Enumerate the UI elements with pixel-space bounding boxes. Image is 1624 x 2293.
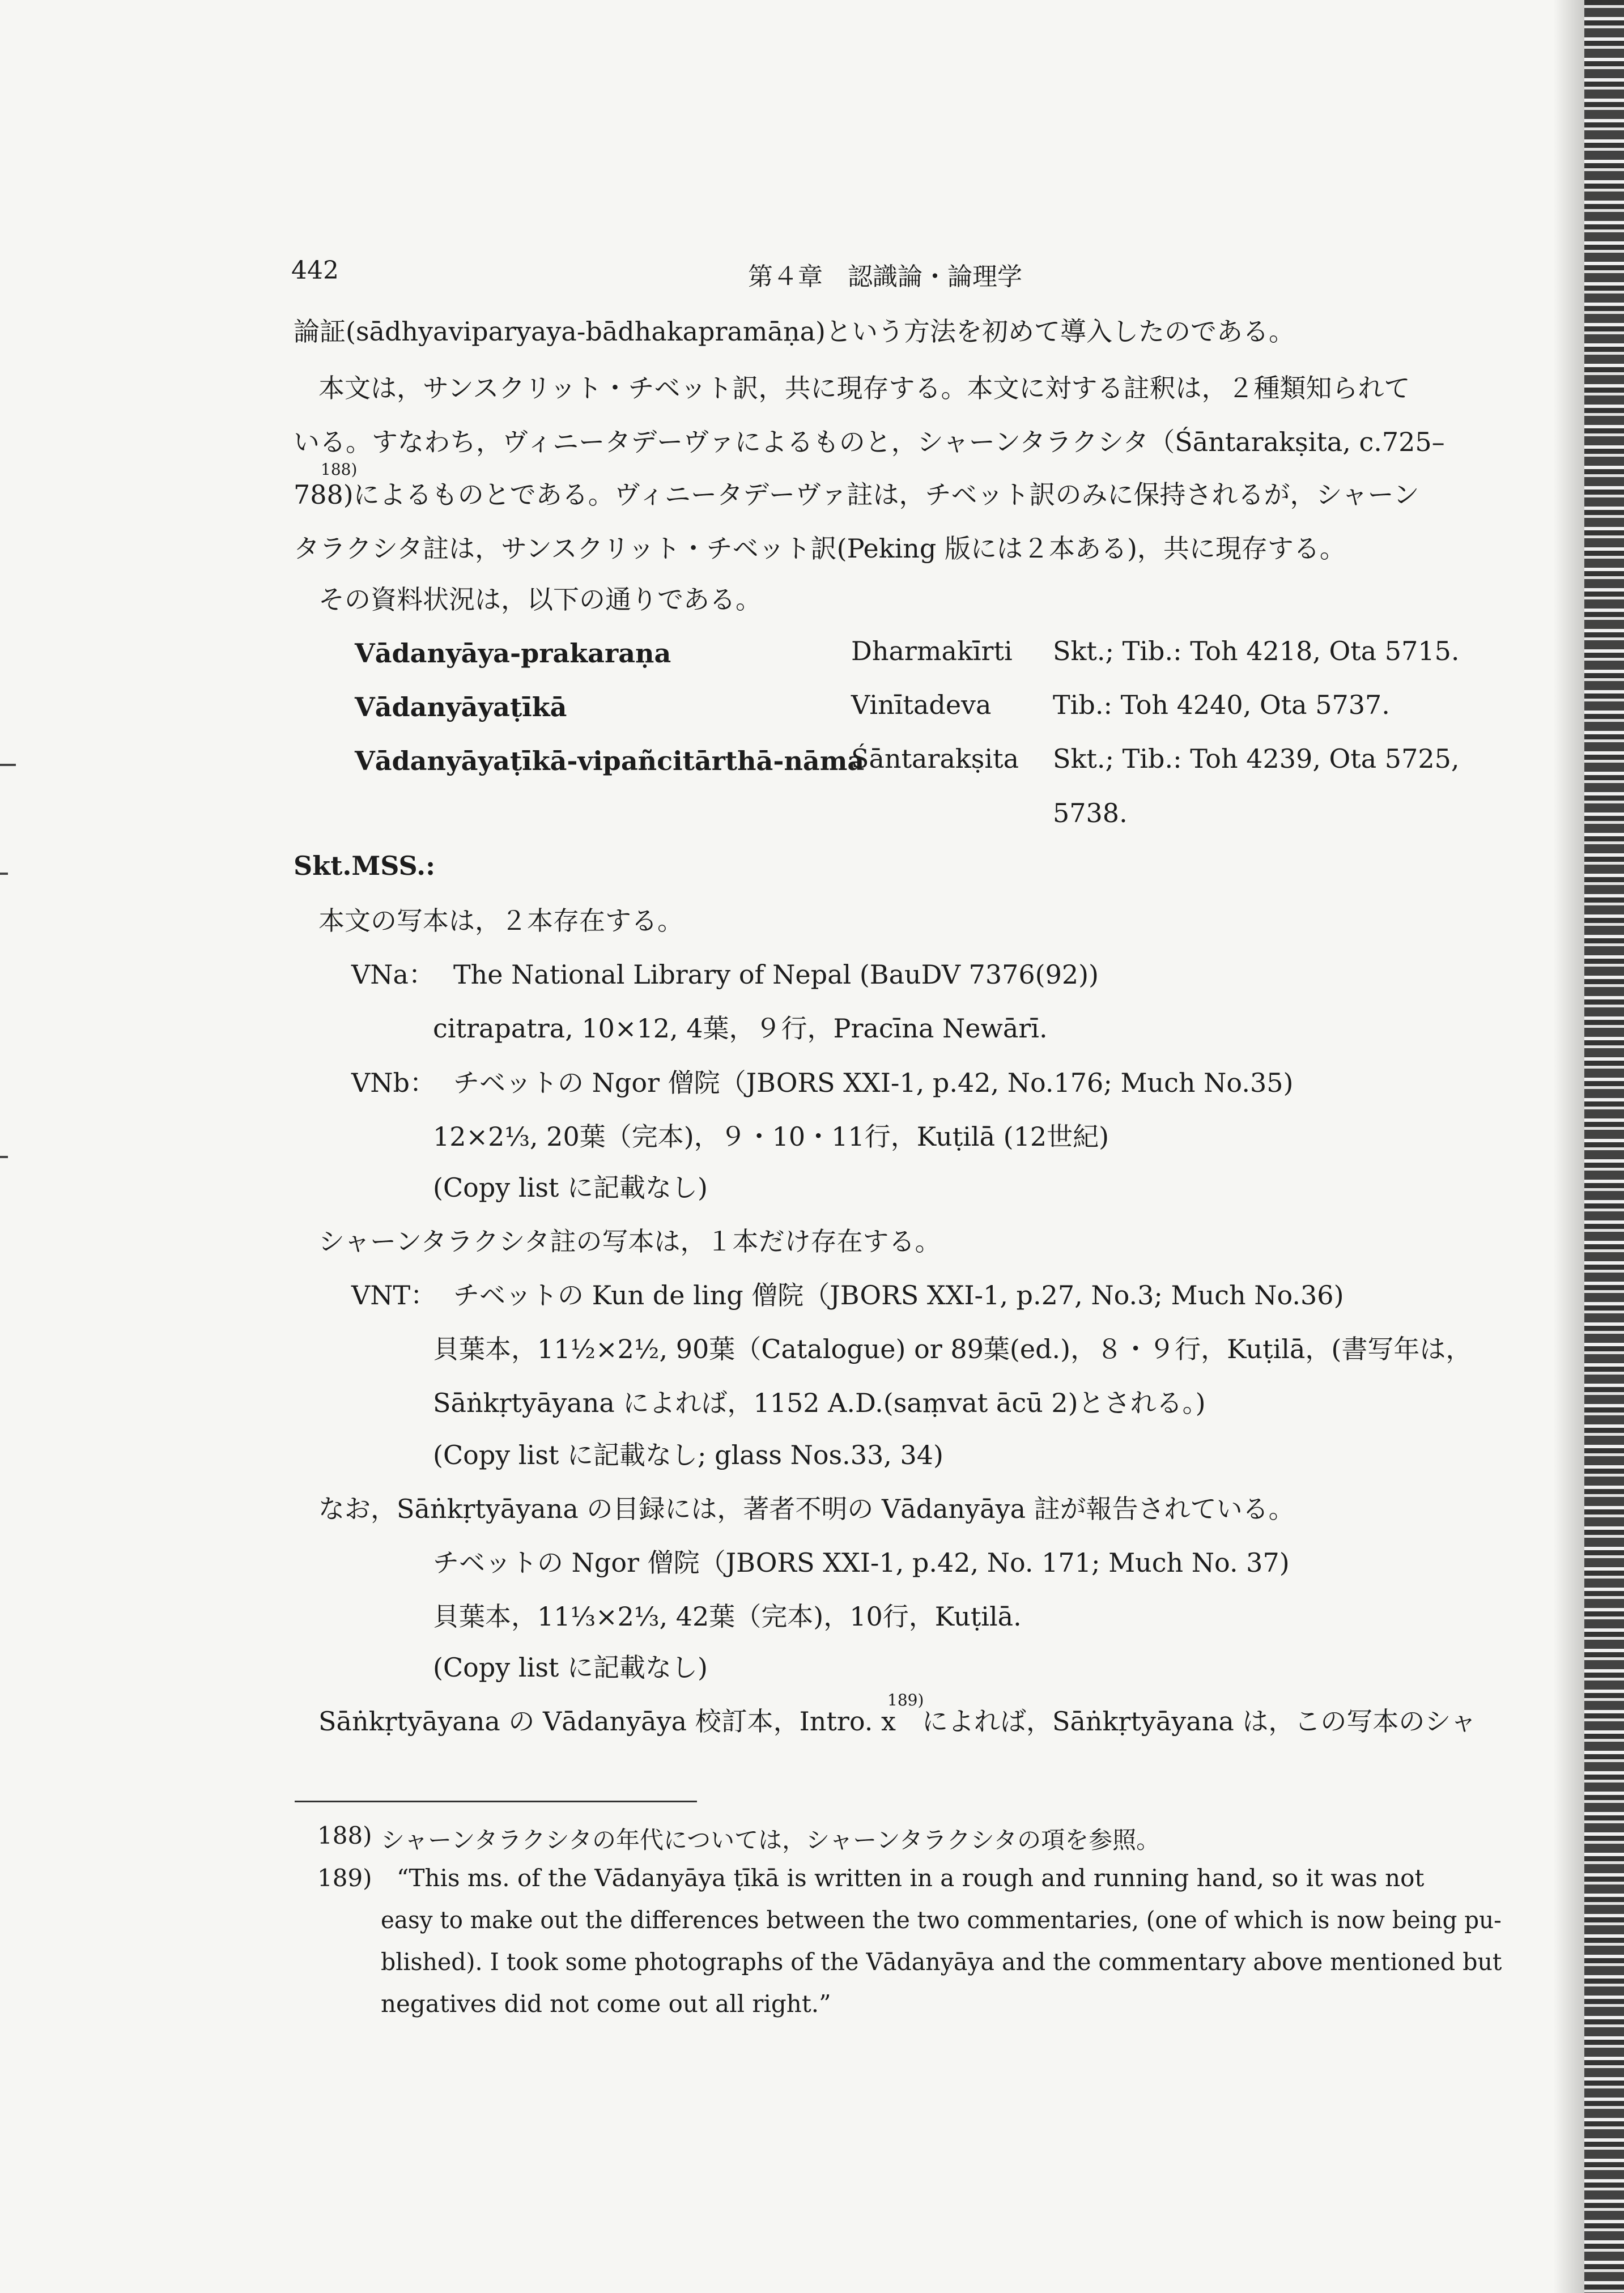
section-heading: Skt.MSS.:	[294, 850, 436, 881]
text-line: シャーンタラクシタ註の写本は，１本だけ存在する。	[318, 1226, 941, 1257]
ms-description: 貝葉本，11½×2½, 90葉（Catalogue) or 89葉(ed.)，８・９行，Kuṭilā，(書写年は，	[433, 1334, 1472, 1364]
ms-description: (Copy list に記載なし)	[433, 1652, 708, 1683]
source-author: Vinītadeva	[851, 690, 992, 720]
ms-description: 12×2⅓, 20葉（完本)，９・10・11行，Kuṭilā (12世紀)	[433, 1121, 1109, 1152]
ms-description: citrapatra, 10×12, 4葉，９行，Pracīna Newārī.	[433, 1013, 1048, 1044]
footnote-text: negatives did not come out all right.”	[381, 1990, 831, 2018]
ms-siglum: VNT：	[351, 1280, 437, 1311]
text-line: Sāṅkṛtyāyana の Vādanyāya 校訂本，Intro. x によれば，Sāṅkṛtyāyana は，この写本のシャ	[318, 1706, 1477, 1737]
footnote-rule	[295, 1801, 697, 1802]
margin-mark	[0, 764, 16, 766]
source-title: Vādanyāyaṭīkā-vipañcitārthā-nāma	[355, 746, 865, 776]
source-refs-continued: 5738.	[1053, 798, 1128, 828]
footnote-number: 188)	[317, 1822, 372, 1849]
paragraph-line: 論証(sādhyaviparyaya-bādhakapramāṇa)という方法を初めて導入したのである。	[294, 316, 1295, 347]
footnote-text: “This ms. of the Vādanyāya ṭīkā is written in a rough and running hand, so it was not	[397, 1864, 1425, 1892]
paragraph-line: その資料状況は，以下の通りである。	[318, 584, 762, 615]
margin-mark	[0, 1156, 8, 1158]
footnote-ref: 189)	[887, 1691, 924, 1709]
ms-description: チベットの Kun de ling 僧院（JBORS XXI-1, p.27, No.3; Much No.36)	[453, 1280, 1344, 1311]
ms-description: The National Library of Nepal (BauDV 7376(92))	[453, 959, 1099, 990]
ms-description: (Copy list に記載なし)	[433, 1172, 708, 1203]
footnote-number: 189)	[317, 1864, 372, 1892]
paragraph-line: 788)によるものとである。ヴィニータデーヴァ註は，チベット訳のみに保持されるが，シャーン	[294, 479, 1419, 510]
page-edge-shadow	[1553, 0, 1584, 2293]
text-line: 本文の写本は，２本存在する。	[318, 905, 683, 936]
footnote-text: easy to make out the differences between the two commentaries, (one of which is now being pu-	[381, 1906, 1502, 1934]
ms-siglum: VNb：	[351, 1067, 436, 1098]
footnote-ref: 188)	[321, 460, 358, 479]
margin-mark	[0, 873, 8, 875]
source-refs: Skt.; Tib.: Toh 4239, Ota 5725,	[1053, 743, 1460, 774]
ms-description: (Copy list に記載なし; glass Nos.33, 34)	[433, 1440, 943, 1470]
paragraph-line: いる。すなわち，ヴィニータデーヴァによるものと，シャーンタラクシタ（Śāntarakṣita, c.725–	[294, 427, 1445, 457]
source-author: Śāntarakṣita	[851, 743, 1019, 774]
text-line: なお，Sāṅkṛtyāyana の目録には，著者不明の Vādanyāya 註が報告されている。	[318, 1494, 1295, 1524]
ms-description: チベットの Ngor 僧院（JBORS XXI-1, p.42, No.176; Much No.35)	[453, 1067, 1294, 1098]
chapter-title: 第４章 認識論・論理学	[748, 262, 1022, 291]
page-number: 442	[291, 256, 339, 285]
paragraph-line: タラクシタ註は，サンスクリット・チベット訳(Peking 版には２本ある)，共に現存する。	[294, 533, 1346, 564]
source-title: Vādanyāya-prakaraṇa	[355, 638, 671, 669]
source-title: Vādanyāyaṭīkā	[355, 692, 567, 722]
footnote-text: シャーンタラクシタの年代については，シャーンタラクシタの項を参照。	[381, 1826, 1160, 1854]
ms-description: 貝葉本，11⅓×2⅓, 42葉（完本)，10行，Kuṭilā.	[433, 1601, 1022, 1632]
page-edge-scan-artifact	[1584, 0, 1624, 2293]
paragraph-line: 本文は，サンスクリット・チベット訳，共に現存する。本文に対する註釈は，２種類知られて	[318, 373, 1410, 403]
footnote-text: blished). I took some photographs of the Vādanyāya and the commentary above mentioned but	[381, 1948, 1502, 1976]
source-refs: Skt.; Tib.: Toh 4218, Ota 5715.	[1053, 636, 1460, 666]
ms-description: Sāṅkṛtyāyana によれば，1152 A.D.(saṃvat ācū 2)とされる。)	[433, 1388, 1206, 1418]
source-author: Dharmakīrti	[851, 636, 1013, 666]
ms-description: チベットの Ngor 僧院（JBORS XXI-1, p.42, No. 171; Much No. 37)	[433, 1547, 1290, 1578]
ms-siglum: VNa：	[351, 959, 435, 990]
source-refs: Tib.: Toh 4240, Ota 5737.	[1053, 690, 1390, 720]
